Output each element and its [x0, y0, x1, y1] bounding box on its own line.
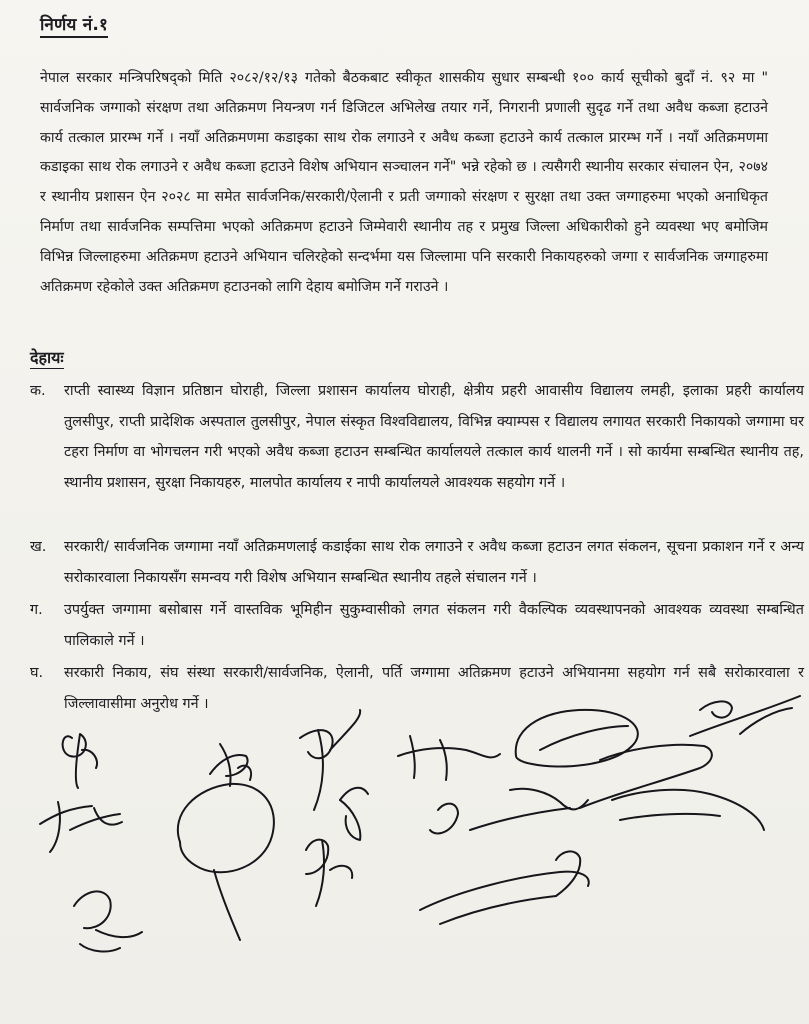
signature: [210, 744, 251, 786]
list-item-marker: ग.: [30, 602, 43, 618]
list-item-marker: क.: [30, 383, 46, 399]
sub-heading: देहायः: [30, 348, 64, 367]
signature: [612, 790, 764, 830]
signature: [556, 851, 580, 896]
signature: [516, 710, 638, 767]
signature: [178, 784, 274, 940]
list-item-marker: घ.: [30, 665, 44, 681]
intro-paragraph: नेपाल सरकार मन्त्रिपरिषद्को मिति २०८२/१२/१३ गतेको बैठकबाट स्वीकृत शासकीय सुधार सम्बन्धी १०० कार्य सूचीको बुदाँ नं. ९२ मा " सार्वजनिक जग्गाको संरक्षण तथा अतिक्रमण नियन्त्रण गर्न डिजिटल अभिलेख तयार गर्ने, निगरानी प्रणाली सुदृढ गर्ने तथा अवैध कब्जा हटाउने कार्य तत्काल प्रारम्भ गर्ने । नयाँ अतिक्रमणमा कडाइका साथ रोक लगाउने र अवैध कब्जा हटाउने कार्य तत्काल प्रारम्भ गर्ने । नयाँ अतिक्रमणमा कडाइका साथ रोक लगाउने र अवैध कब्जा हटाउने विशेष अभियान सञ्चालन गर्ने" भन्ने रहेको छ । त्यसैगरी स्थानीय सरकार संचालन ऐन, २०७४ र स्थानीय प्रशासन ऐन २०२८ मा समेत सार्वजनिक/सरकारी/ऐलानी र प्रती जग्गाको संरक्षण र सुरक्षा तथा उक्त जग्गाहरुमा भएको अनाधिकृत निर्माण तथा सार्वजनिक सम्पत्तिमा भएको अतिक्रमण हटाउने जिम्मेवारी स्थानीय तह र प्रमुख जिल्ला अधिकारीको हुने व्यवस्था भए बमोजिम विभिन्न जिल्लाहरुमा अतिक्रमण हटाउने अभियान चलिरहेको सन्दर्भमा यस जिल्लामा पनि सरकारी निकायहरुको जग्गा र सार्वजनिक जग्गाहरुमा अतिक्रमण रहेकोले उक्त अतिक्रमण हटाउनको लागि देहाय बमोजिम गर्ने गराउने ।: [40, 70, 768, 295]
signatures-area: [0, 690, 809, 1024]
list-item-text: सरकारी/ सार्वजनिक जग्गामा नयाँ अतिक्रमणलाई कडाईका साथ रोक लगाउने र अवैध कब्जा हटाउन लगत संकलन, सूचना प्रकाशन गर्ने र अन्य सरोकारवाला निकायसँग समन्वय गरी विशेष अभियान सम्बन्धित स्थानीय तहले संचालन गर्ने ।: [64, 539, 804, 586]
list-item-text: उपर्युक्त जग्गामा बसोबास गर्ने वास्तविक भूमिहीन सुकुम्वासीको लगत संकलन गरी वैकल्पिक व्यवस्थापनको आवश्यक व्यवस्था सम्बन्धित पालिकाले गर्ने ।: [64, 602, 804, 649]
signature: [430, 804, 570, 834]
signature: [420, 872, 589, 924]
decision-heading: निर्णय नं.१: [40, 12, 108, 38]
signature: [63, 734, 97, 788]
signature: [510, 789, 588, 810]
list-item-text: सरकारी निकाय, संघ संस्था सरकारी/सार्वजनिक, ऐलानी, पर्ति जग्गामा अतिक्रमण हटाउने अभियानमा सहयोग गर्न सबै सरोकारवाला र जिल्लावासीमा अनुरोध गर्ने ।: [64, 665, 804, 712]
signature: [340, 800, 360, 840]
signature: [74, 891, 142, 951]
signature: [40, 802, 122, 852]
signature: [306, 840, 352, 906]
list-item-marker: ख.: [30, 539, 47, 555]
signature: [690, 696, 800, 736]
signature: [300, 710, 368, 810]
signature: [580, 745, 712, 808]
list-item-text: राप्ती स्वास्थ्य विज्ञान प्रतिष्ठान घोराही, जिल्ला प्रशासन कार्यालय घोराही, क्षेत्रीय प्रहरी आवासीय विद्यालय लमही, इलाका प्रहरी कार्यालय तुलसीपुर, राप्ती प्रादेशिक अस्पताल तुलसीपुर, नेपाल संस्कृत विश्वविद्यालय, विभिन्न क्याम्पस र विद्यालय लगायत सरकारी निकायको जग्गामा घर टहरा निर्माण वा भोगचलन गरी भएको अवैध कब्जा हटाउन सम्बन्धित कार्यालयले तत्काल कार्य थालनी गर्ने । सो कार्यमा सम्बन्धित स्थानीय तह, स्थानीय प्रशासन, सुरक्षा निकायहरु, मालपोत कार्यालय र नापी कार्यालयले आवश्यक सहयोग गर्ने ।: [64, 383, 804, 491]
signature: [398, 736, 500, 780]
